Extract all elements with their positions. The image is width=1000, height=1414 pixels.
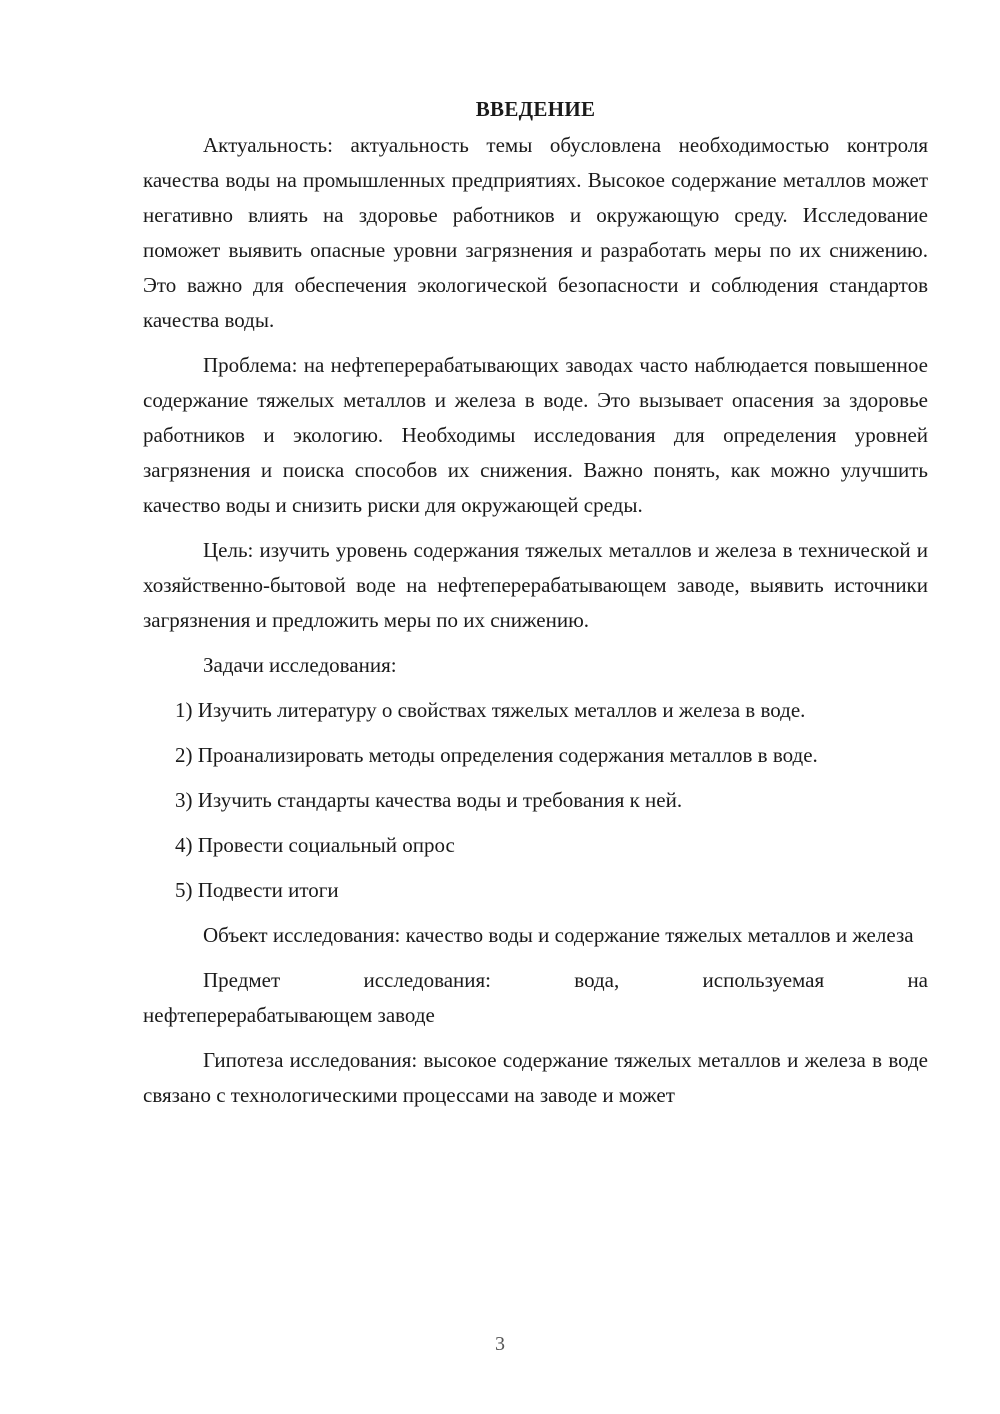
tasks-heading: Задачи исследования: — [203, 653, 397, 677]
section-title: ВВЕДЕНИЕ — [475, 97, 596, 121]
paragraph-relevance: Актуальность: актуальность темы обусловлена необходимостью контроля качества воды на промышленных предприятиях. Высокое содержание металлов может негативно влиять на здоровье работников и окружающую среду. Исследование поможет выявить опасные уровни загрязнения и разработать меры по их снижению. Это важно для обеспечения экологической безопасности и соблюдения стандартов качества воды. — [143, 133, 928, 332]
paragraph-subject — [143, 963, 928, 1033]
paragraph-subject-line2: нефтеперерабатывающем заводе — [143, 1003, 435, 1027]
paragraph-hypothesis: Гипотеза исследования: высокое содержание тяжелых металлов и железа в воде связано с технологическими процессами на заводе и может — [143, 1048, 928, 1107]
task-item-1: 1) Изучить литературу о свойствах тяжелых металлов и железа в воде. — [175, 698, 806, 722]
paragraph-problem: Проблема: на нефтеперерабатывающих заводах часто наблюдается повышенное содержание тяжелых металлов и железа в воде. Это вызывает опасения за здоровье работников и экологию. Необходимы исследования для определения уровней загрязнения и поиска способов их снижения. Важно понять, как можно улучшить качество воды и снизить риски для окружающей среды. — [143, 353, 928, 517]
task-item-5: 5) Подвести итоги — [175, 878, 339, 902]
document-page — [143, 92, 928, 1123]
task-item-4: 4) Провести социальный опрос — [175, 833, 455, 857]
task-item-2: 2) Проанализировать методы определения содержания металлов в воде. — [175, 743, 818, 767]
task-item-3: 3) Изучить стандарты качества воды и требования к ней. — [175, 788, 683, 812]
page-number: 3 — [495, 1333, 505, 1355]
paragraph-subject-line1: Предмет исследования: вода, используемая на — [203, 968, 928, 992]
paragraph-goal: Цель: изучить уровень содержания тяжелых металлов и железа в технической и хозяйственно-бытовой воде на нефтеперерабатывающем заводе, выявить источники загрязнения и предложить меры по их снижению. — [143, 538, 928, 632]
paragraph-object: Объект исследования: качество воды и содержание тяжелых металлов и железа — [203, 923, 914, 947]
